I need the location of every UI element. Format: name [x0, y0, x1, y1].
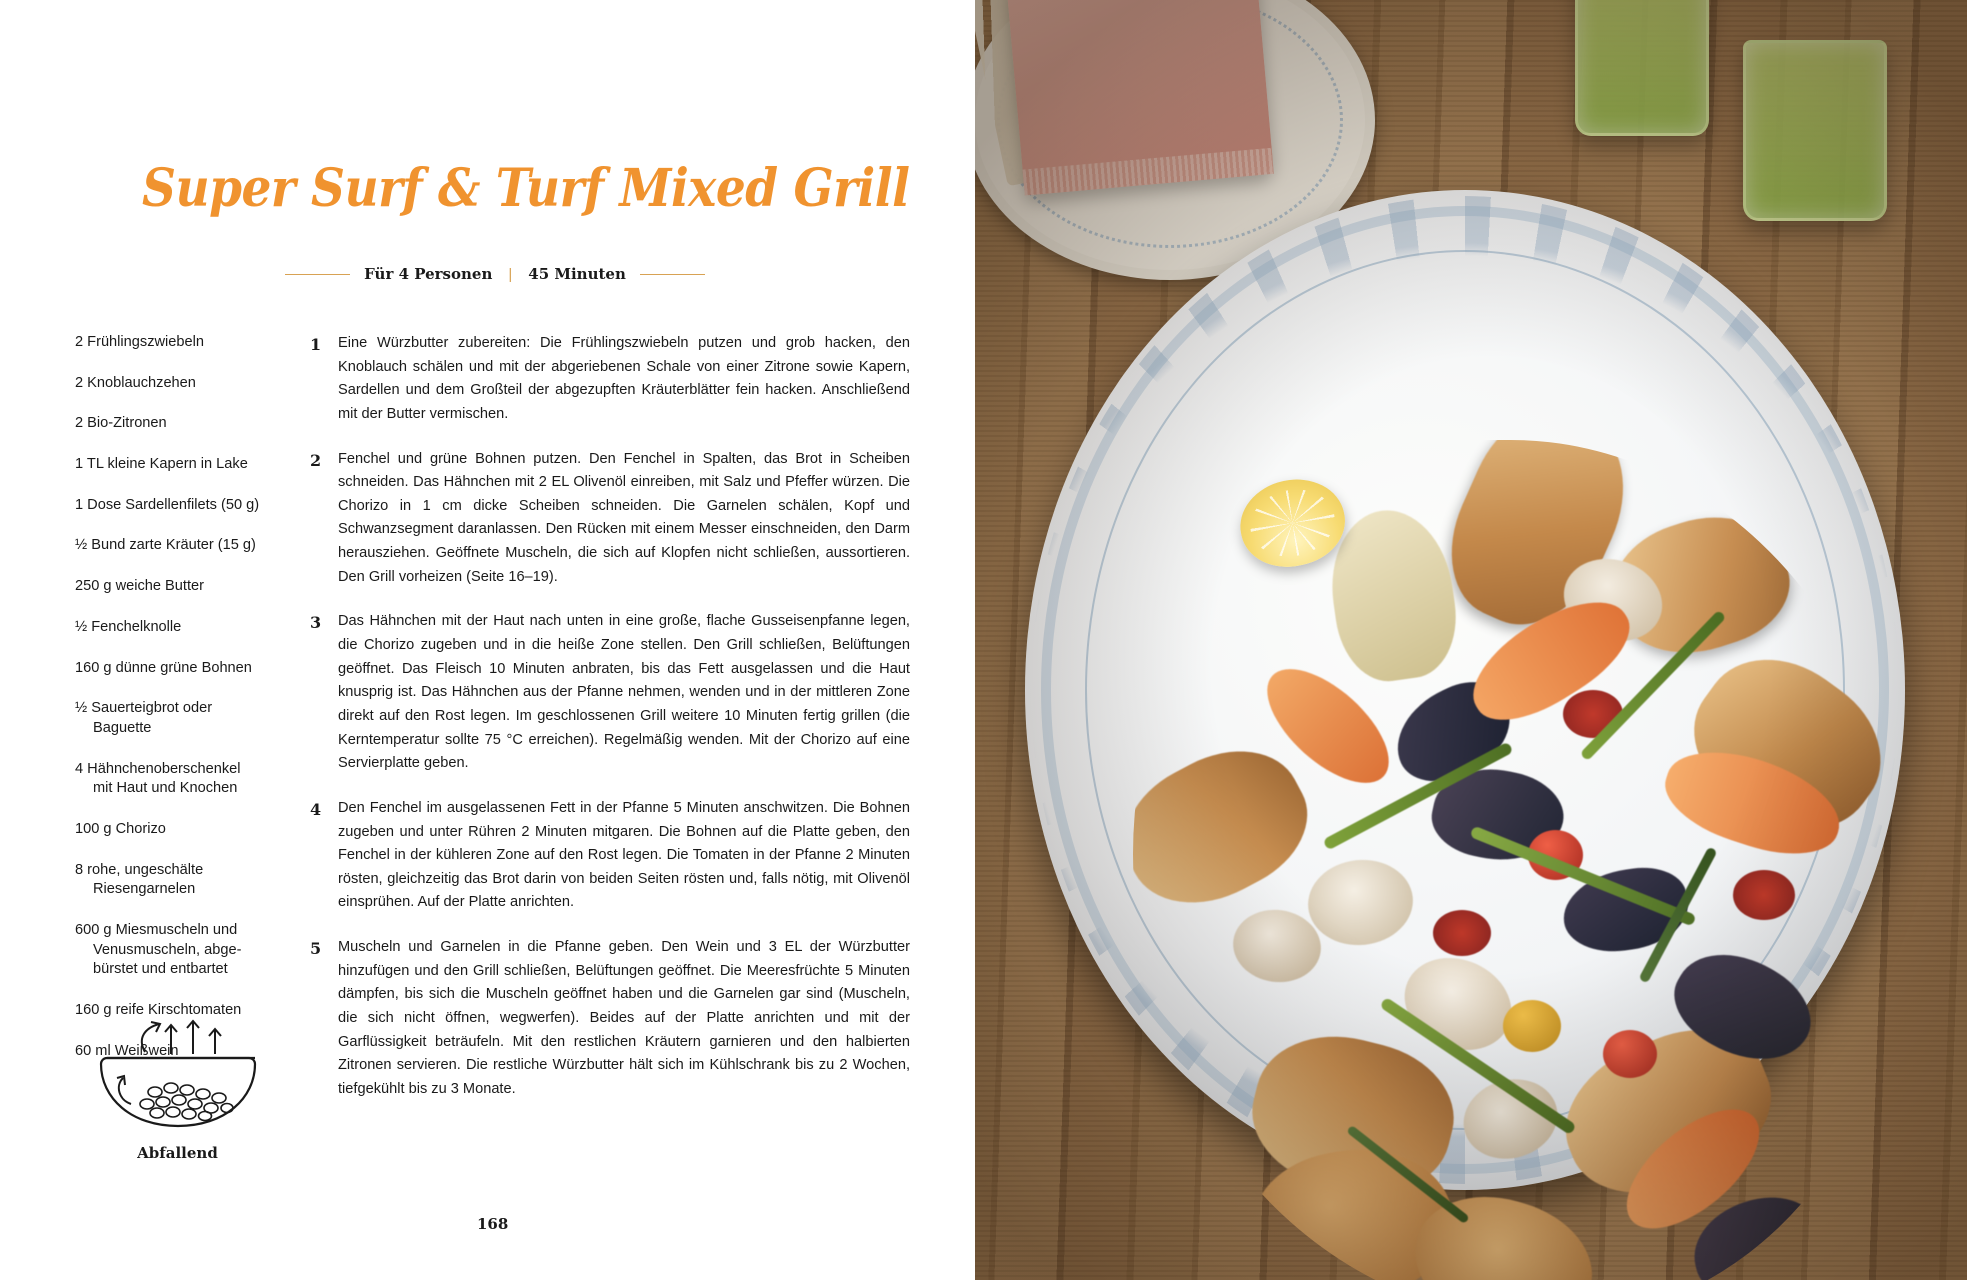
- ingredient-text: 1 Dose Sardellenfilets (50 g): [75, 496, 260, 513]
- meta-rule-left: [285, 274, 350, 275]
- page-number: 168: [477, 1215, 509, 1233]
- ingredient-text: 2 Frühlingszwiebeln: [75, 334, 204, 350]
- list-item: [75, 921, 280, 980]
- recipe-meta: [285, 265, 705, 283]
- list-item: [75, 496, 280, 516]
- ingredient-text-cont: mit Haut und Knochen: [93, 780, 238, 797]
- meta-separator: |: [508, 265, 513, 283]
- ingredient-list: [75, 333, 280, 1082]
- ingredient-text: ½ Sauerteigbrot oder: [75, 700, 213, 717]
- ingredient-text: 600 g Miesmuscheln und: [75, 922, 238, 938]
- servings-label: Für 4 Personen: [364, 265, 493, 283]
- method-step: [310, 610, 910, 775]
- ingredient-text-cont: Baguette: [93, 719, 152, 736]
- ingredient-text: 160 g dünne grüne Bohnen: [75, 659, 252, 676]
- ingredient-text: 1 TL kleine Kapern in Lake: [75, 456, 248, 473]
- list-item: [75, 374, 280, 394]
- ingredient-text: 250 g weiche Butter: [75, 578, 204, 595]
- ingredient-text: 2 Bio-Zitronen: [75, 415, 167, 432]
- step-number: 1: [310, 335, 322, 354]
- step-text: Den Fenchel im ausgelassenen Fett in der Pfanne 5 Minuten anschwitzen. Die Bohnen zugeben und unter Rühren 2 Minuten mitgaren. Die Bohnen auf die Platte geben, den Fenchel in der kühleren Zone auf den Rost legen. Die Tomaten in der Pfanne 2 Minuten rösten, gleichzeitig das Brot darin von beiden Seiten rösten und, falls nötig, mit Olivenöl einsprühen. Auf der Platte anrichten.: [338, 799, 910, 911]
- step-number: 2: [310, 450, 322, 470]
- method-step: [310, 936, 910, 1101]
- ingredient-text-cont: Venusmuscheln, abge-bürstet und entbartet: [93, 941, 242, 978]
- list-item: [75, 455, 280, 475]
- list-item: [75, 820, 280, 840]
- list-item: [75, 861, 280, 900]
- photo-vignette: [975, 0, 1967, 1280]
- step-number: 3: [310, 613, 322, 633]
- method-step: [310, 448, 910, 590]
- method-step: [310, 797, 910, 915]
- page-title: Super Surf & Turf Mixed Grill: [142, 158, 910, 220]
- list-item: [75, 414, 280, 434]
- ingredient-text: ½ Bund zarte Kräuter (15 g): [75, 537, 256, 554]
- ingredient-text: 2 Knoblauchzehen: [75, 374, 196, 391]
- list-item: [75, 659, 280, 679]
- diagram-label: Abfallend: [137, 1144, 218, 1162]
- list-item: [75, 760, 280, 799]
- recipe-photo-page: [975, 0, 1967, 1280]
- ingredient-text: 4 Hähnchenoberschenkel: [75, 760, 241, 777]
- step-text: Fenchel und grüne Bohnen putzen. Den Fenchel in Spalten, das Brot in Scheiben schneiden. Das Hähnchen mit 2 EL Olivenöl einreiben, mit Salz und Pfeffer würzen. Die Chorizo in 1 cm dicke Scheiben schneiden. Die Garnelen schälen, Kopf und Schwanzsegment daranlassen. Den Rücken mit einem Messer einschneiden, den Darm herausziehen. Geöffnete Muscheln, die sich auf Klopfen nicht schließen, aussortieren. Den Grill vorheizen (Seite 16–19).: [338, 450, 910, 585]
- ingredient-text: 100 g Chorizo: [75, 820, 166, 837]
- ingredient-text: 160 g reife Kirschtomaten: [75, 1002, 242, 1019]
- grill-heat-zone-diagram: [85, 1018, 270, 1162]
- ingredient-text: 8 rohe, ungeschälte: [75, 861, 204, 878]
- list-item: [75, 577, 280, 597]
- grill-heat-zone-diagram-icon: [93, 1018, 263, 1138]
- step-number: 5: [310, 939, 322, 959]
- method-step: [310, 332, 910, 427]
- recipe-text-page: [0, 0, 975, 1280]
- step-text: Das Hähnchen mit der Haut nach unten in eine große, flache Gusseisenpfanne legen, die Chorizo zugeben und in die heiße Zone stellen. Den Grill schließen, Belüftungen geöffnet. Das Fleisch 10 Minuten anbraten, bis das Fett ausgelassen und die Haut knusprig ist. Das Hähnchen aus der Pfanne nehmen, wenden und in der mittleren Zone direkt auf den Rost legen. Im geschlossenen Grill weitere 10 Minuten fertig grillen (die Kerntemperatur sollte 75 °C erreichen). Regelmäßig wenden. Mit der Chorizo auf eine Servierplatte geben.: [338, 613, 910, 772]
- step-text: Muscheln und Garnelen in die Pfanne geben. Den Wein und 3 EL der Würzbutter hinzufügen und den Grill schließen, Belüftungen geöffnet. Die Meeresfrüchte 5 Minuten dämpfen, bis sich die Muscheln geöffnet haben und die Garnelen gar sind (Muscheln, die sich nicht öffnen, wegwerfen). Beides auf der Platte anrichten und mit der Garflüssigkeit beträufeln. Mit den restlichen Kräutern garnieren und den halbierten Zitronen servieren. Die restliche Würzbutter hält sich im Kühlschrank bis zu 2 Wochen, tiefgekühlt bis zu 3 Monate.: [338, 939, 910, 1097]
- ingredient-text: 60 ml Weißwein: [75, 1042, 179, 1059]
- list-item: [75, 699, 280, 738]
- list-item: [75, 333, 280, 353]
- meta-rule-right: [640, 274, 705, 275]
- step-number: 4: [310, 799, 322, 819]
- step-text: Eine Würzbutter zubereiten: Die Frühlingszwiebeln putzen und grob hacken, den Knoblauch schälen und mit der abgeriebenen Schale von einer Zitrone sowie Kapern, Sardellen und dem Großteil der abgezupften Kräuterblätter fein hacken. Anschließend mit der Butter vermischen.: [338, 335, 910, 422]
- method-steps: [310, 332, 910, 1123]
- list-item: [75, 536, 280, 556]
- time-label: 45 Minuten: [528, 265, 626, 283]
- ingredient-text: ½ Fenchelknolle: [75, 618, 182, 635]
- list-item: [75, 618, 280, 638]
- ingredient-text-cont: Riesengarnelen: [93, 881, 196, 898]
